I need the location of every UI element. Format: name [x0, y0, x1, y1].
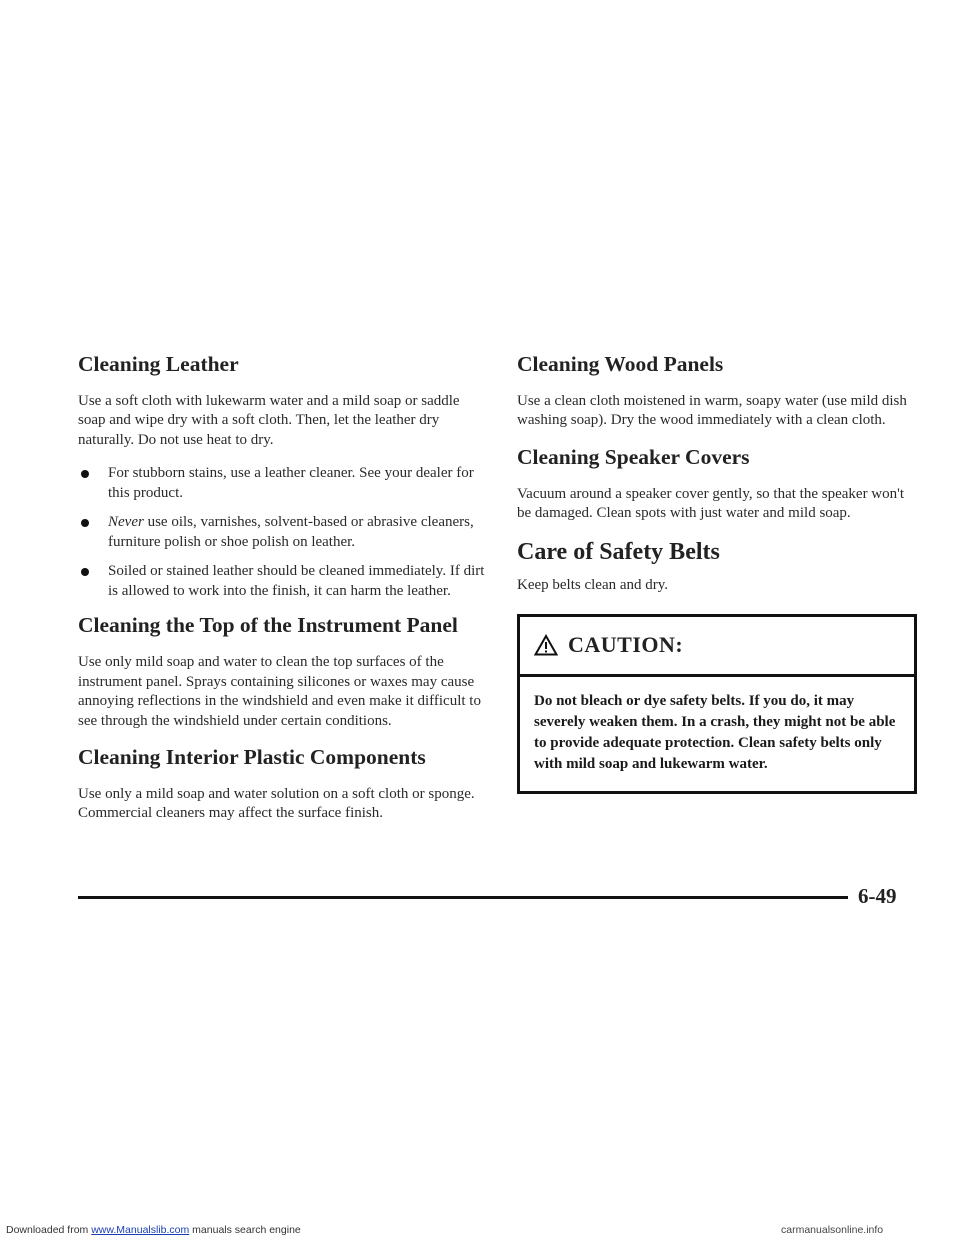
footer-rule — [78, 896, 848, 899]
paragraph-safety-belts: Keep belts clean and dry. — [517, 577, 669, 594]
heading-cleaning-leather: Cleaning Leather — [78, 352, 239, 376]
leather-bullet-list — [78, 464, 486, 601]
warning-triangle-icon — [534, 634, 558, 656]
bullet-text: For stubborn stains, use a leather cleaner. See your dealer for this product. — [108, 465, 474, 501]
bullet-emphasis: Never — [108, 514, 144, 531]
heading-speaker-covers: Cleaning Speaker Covers — [517, 444, 750, 469]
paragraph-wood-panels: Use a clean cloth moistened in warm, soapy water (use mild dish washing soap). Dry the wood immediately with a clean cloth. — [517, 392, 907, 429]
section-safety-belts — [517, 538, 917, 596]
caution-title: CAUTION: — [568, 632, 684, 658]
heading-wood-panels: Cleaning Wood Panels — [517, 352, 724, 376]
section-wood-panels — [517, 352, 917, 431]
heading-safety-belts: Care of Safety Belts — [517, 538, 720, 565]
section-cleaning-leather — [78, 352, 486, 601]
caution-box — [517, 614, 917, 794]
bullet-text: use oils, varnishes, solvent-based or abrasive cleaners, furniture polish or shoe polish on leather. — [108, 514, 474, 550]
watermark-text: carmanualsonline.info — [781, 1224, 884, 1236]
left-column — [78, 352, 486, 838]
footer-suffix: manuals search engine — [189, 1224, 301, 1236]
footer-prefix: Downloaded from — [6, 1224, 92, 1236]
paragraph-speaker-covers: Vacuum around a speaker cover gently, so that the speaker won't be damaged. Clean spots with just water and mild soap. — [517, 485, 905, 522]
section-instrument-panel — [78, 613, 486, 731]
bullet-item — [78, 464, 486, 503]
download-footer — [6, 1224, 301, 1236]
bullet-item — [78, 562, 486, 601]
paragraph-interior-plastic: Use only a mild soap and water solution on a soft cloth or sponge. Commercial cleaners may affect the surface finish. — [78, 785, 475, 822]
caution-text: Do not bleach or dye safety belts. If you do, it may severely weaken them. In a crash, they might not be able to provide adequate protection. Clean safety belts only with mild soap and lukewarm water. — [534, 692, 896, 772]
caution-header — [520, 617, 914, 677]
heading-interior-plastic: Cleaning Interior Plastic Components — [78, 745, 426, 770]
bullet-icon — [81, 568, 89, 576]
manualslib-link[interactable]: www.Manualslib.com — [91, 1224, 190, 1236]
bullet-text: Soiled or stained leather should be cleaned immediately. If dirt is allowed to work into the finish, it can harm the leather. — [108, 563, 485, 599]
paragraph-instrument-panel: Use only mild soap and water to clean the top surfaces of the instrument panel. Sprays containing silicones or waxes may cause annoying reflections in the windshield and even make it difficult to see through the windshield under certain conditions. — [78, 654, 481, 729]
heading-instrument-panel: Cleaning the Top of the Instrument Panel — [78, 613, 458, 638]
bullet-icon — [81, 519, 89, 527]
section-speaker-covers — [517, 445, 917, 524]
section-interior-plastic — [78, 745, 486, 824]
paragraph-cleaning-leather: Use a soft cloth with lukewarm water and a mild soap or saddle soap and wipe dry with a soft cloth. Then, let the leather dry naturally. Do not use heat to dry. — [78, 392, 460, 448]
page-number: 6-49 — [858, 884, 897, 908]
right-column — [517, 352, 917, 794]
bullet-icon — [81, 470, 89, 478]
bullet-item — [78, 513, 486, 552]
